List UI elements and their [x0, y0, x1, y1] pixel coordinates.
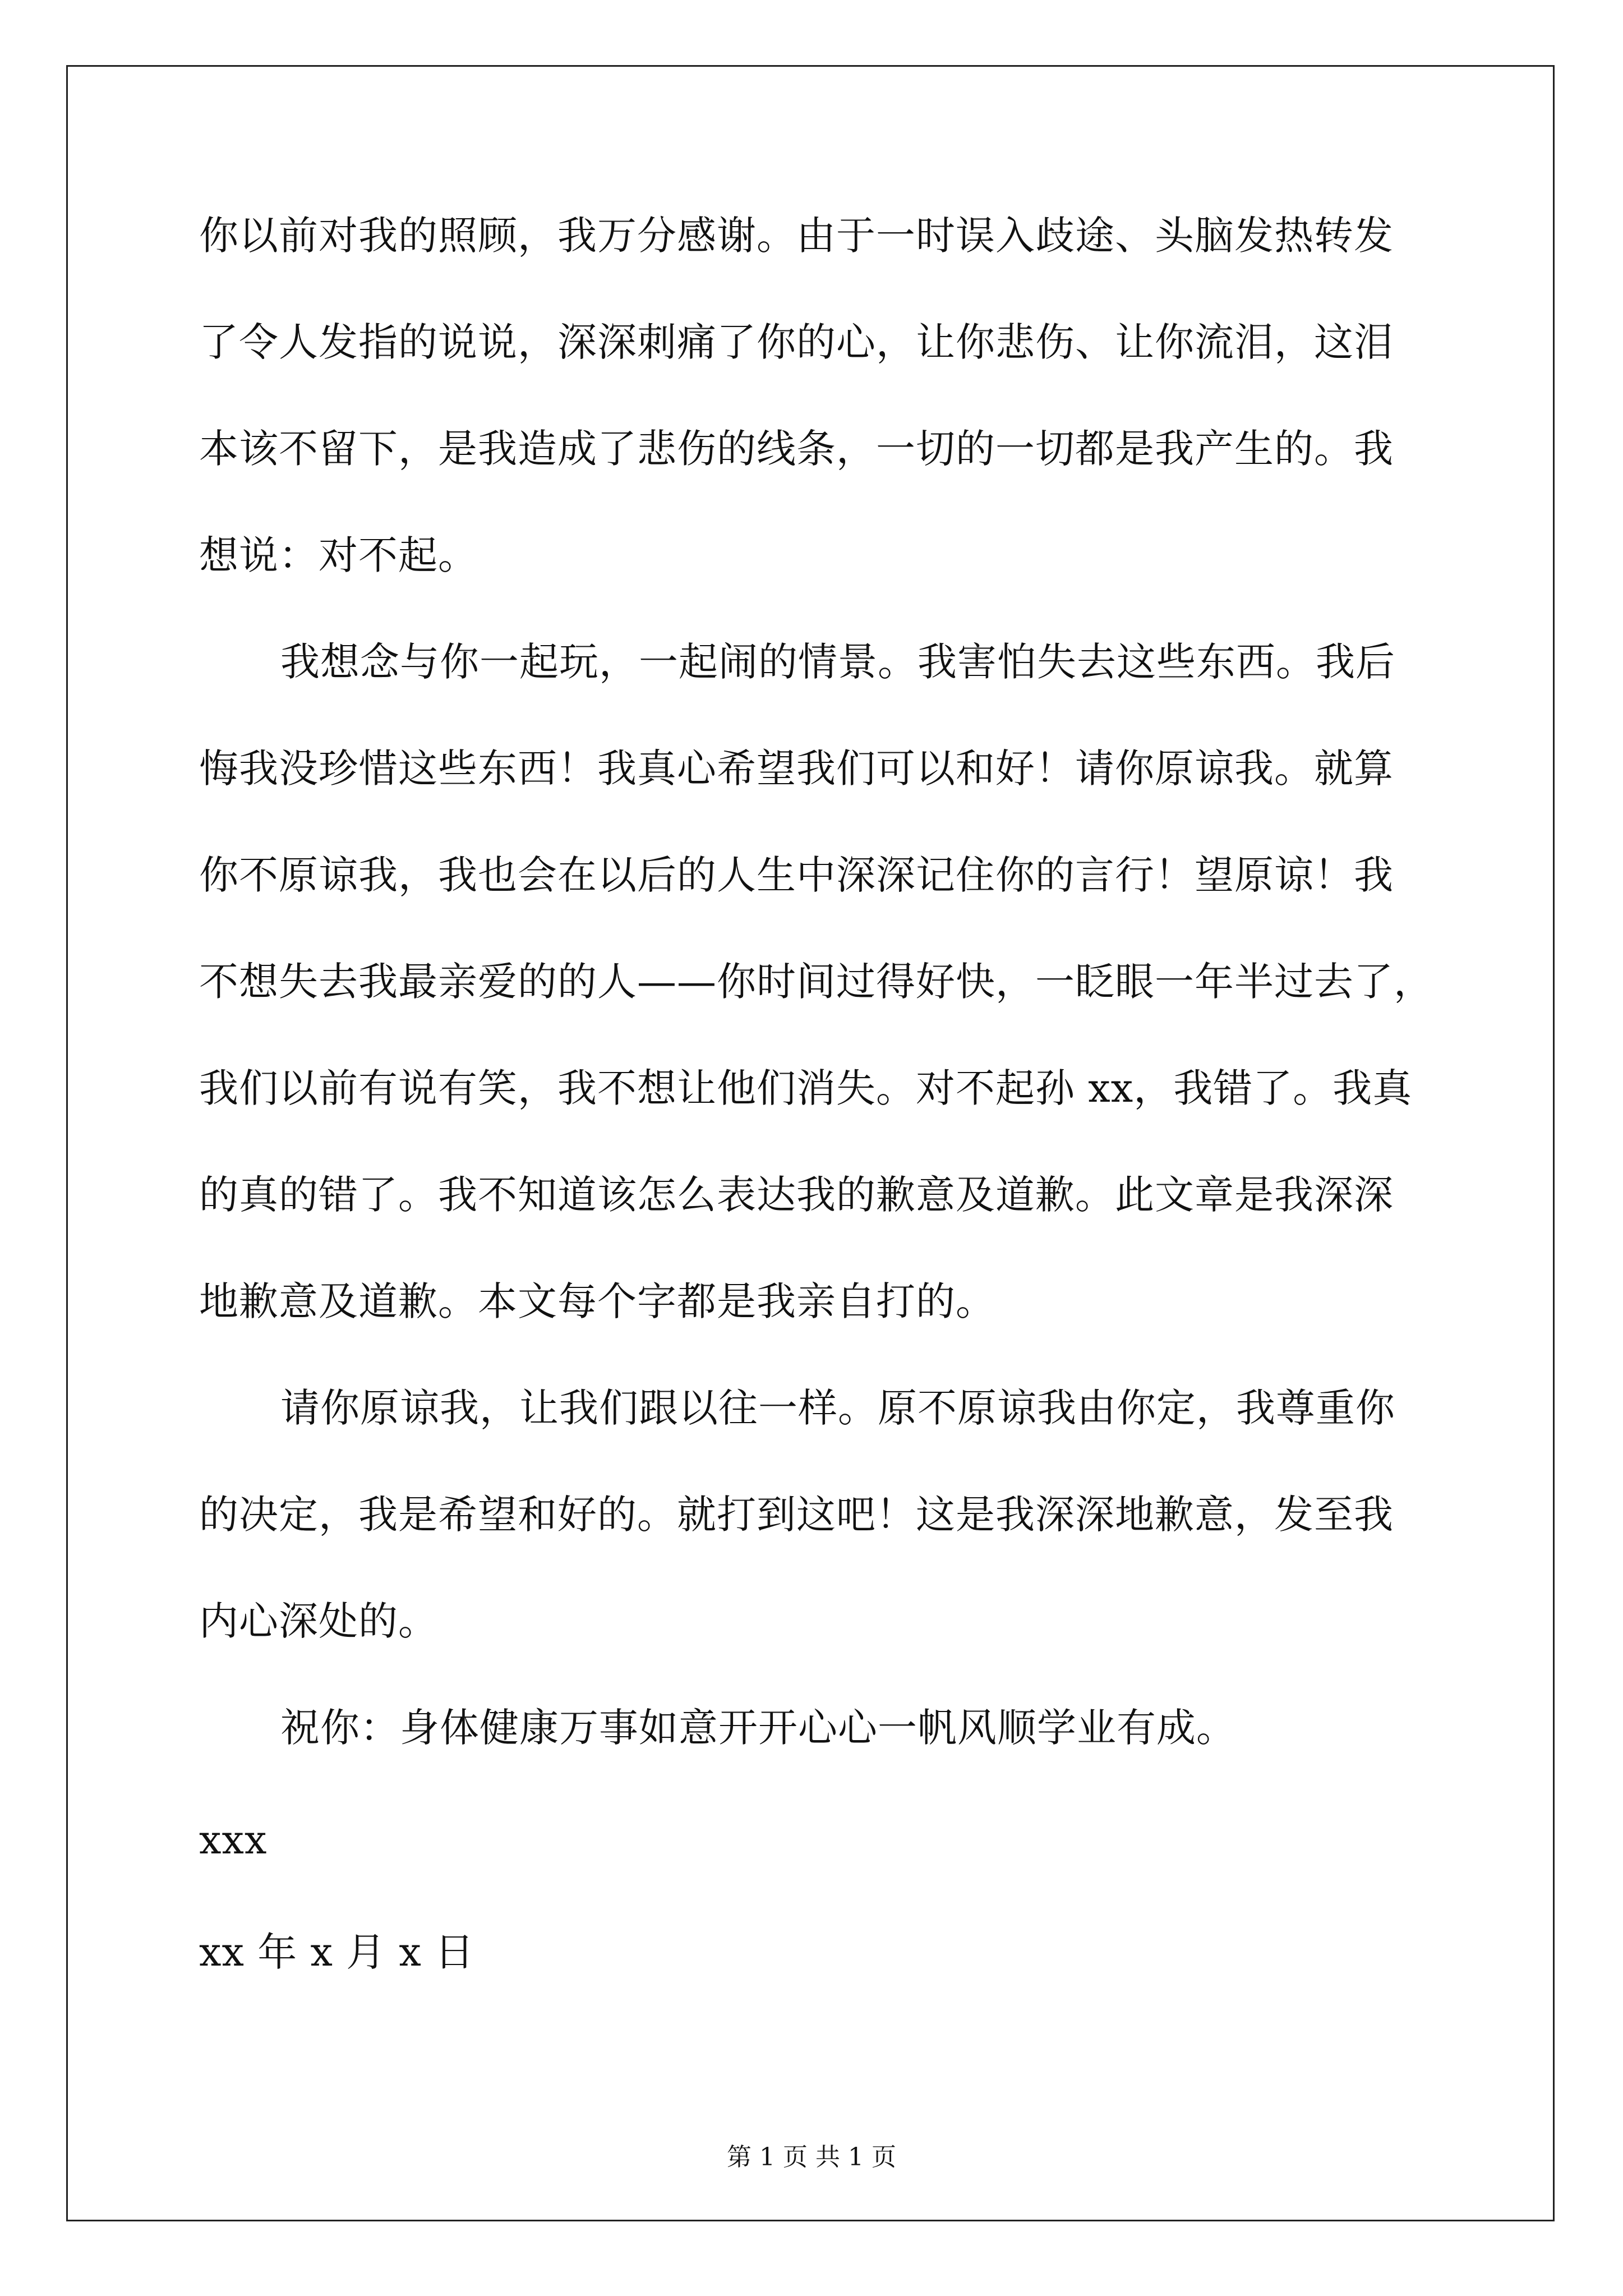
body-line: 不想失去我最亲爱的的人——你时间过得好快，一眨眼一年半过去了，: [199, 959, 1433, 1005]
body-line: 本该不留下，是我造成了悲伤的线条，一切的一切都是我产生的。我: [199, 426, 1394, 472]
body-line: 悔我没珍惜这些东西！我真心希望我们可以和好！请你原谅我。就算: [199, 746, 1394, 792]
body-line: 你以前对我的照顾，我万分感谢。由于一时误入歧途、头脑发热转发: [199, 213, 1394, 259]
page-border: [66, 65, 1555, 2221]
body-line: 的决定，我是希望和好的。就打到这吧！这是我深深地歉意，发至我: [199, 1492, 1394, 1538]
date-line: xx 年 x 月 x 日: [199, 1929, 475, 1975]
body-line: 内心深处的。: [199, 1598, 438, 1644]
body-line: 地歉意及道歉。本文每个字都是我亲自打的。: [199, 1278, 995, 1324]
body-line: 了令人发指的说说，深深刺痛了你的心，让你悲伤、让你流泪，这泪: [199, 319, 1394, 365]
signature: xxx: [199, 1817, 268, 1863]
page-number-footer: 第 1 页 共 1 页: [727, 2143, 896, 2171]
paragraph-first-line: 请你原谅我，让我们跟以往一样。原不原谅我由你定，我尊重你: [280, 1385, 1395, 1431]
closing-wish: 祝你：身体健康万事如意开开心心一帆风顺学业有成。: [280, 1705, 1236, 1751]
body-line: 想说：对不起。: [199, 532, 478, 578]
body-line: 我们以前有说有笑，我不想让他们消失。对不起孙 xx，我错了。我真: [199, 1065, 1413, 1111]
paragraph-first-line: 我想念与你一起玩，一起闹的情景。我害怕失去这些东西。我后: [280, 639, 1395, 685]
body-line: 的真的错了。我不知道该怎么表达我的歉意及道歉。此文章是我深深: [199, 1172, 1394, 1218]
body-line: 你不原谅我，我也会在以后的人生中深深记住你的言行！望原谅！我: [199, 852, 1394, 898]
